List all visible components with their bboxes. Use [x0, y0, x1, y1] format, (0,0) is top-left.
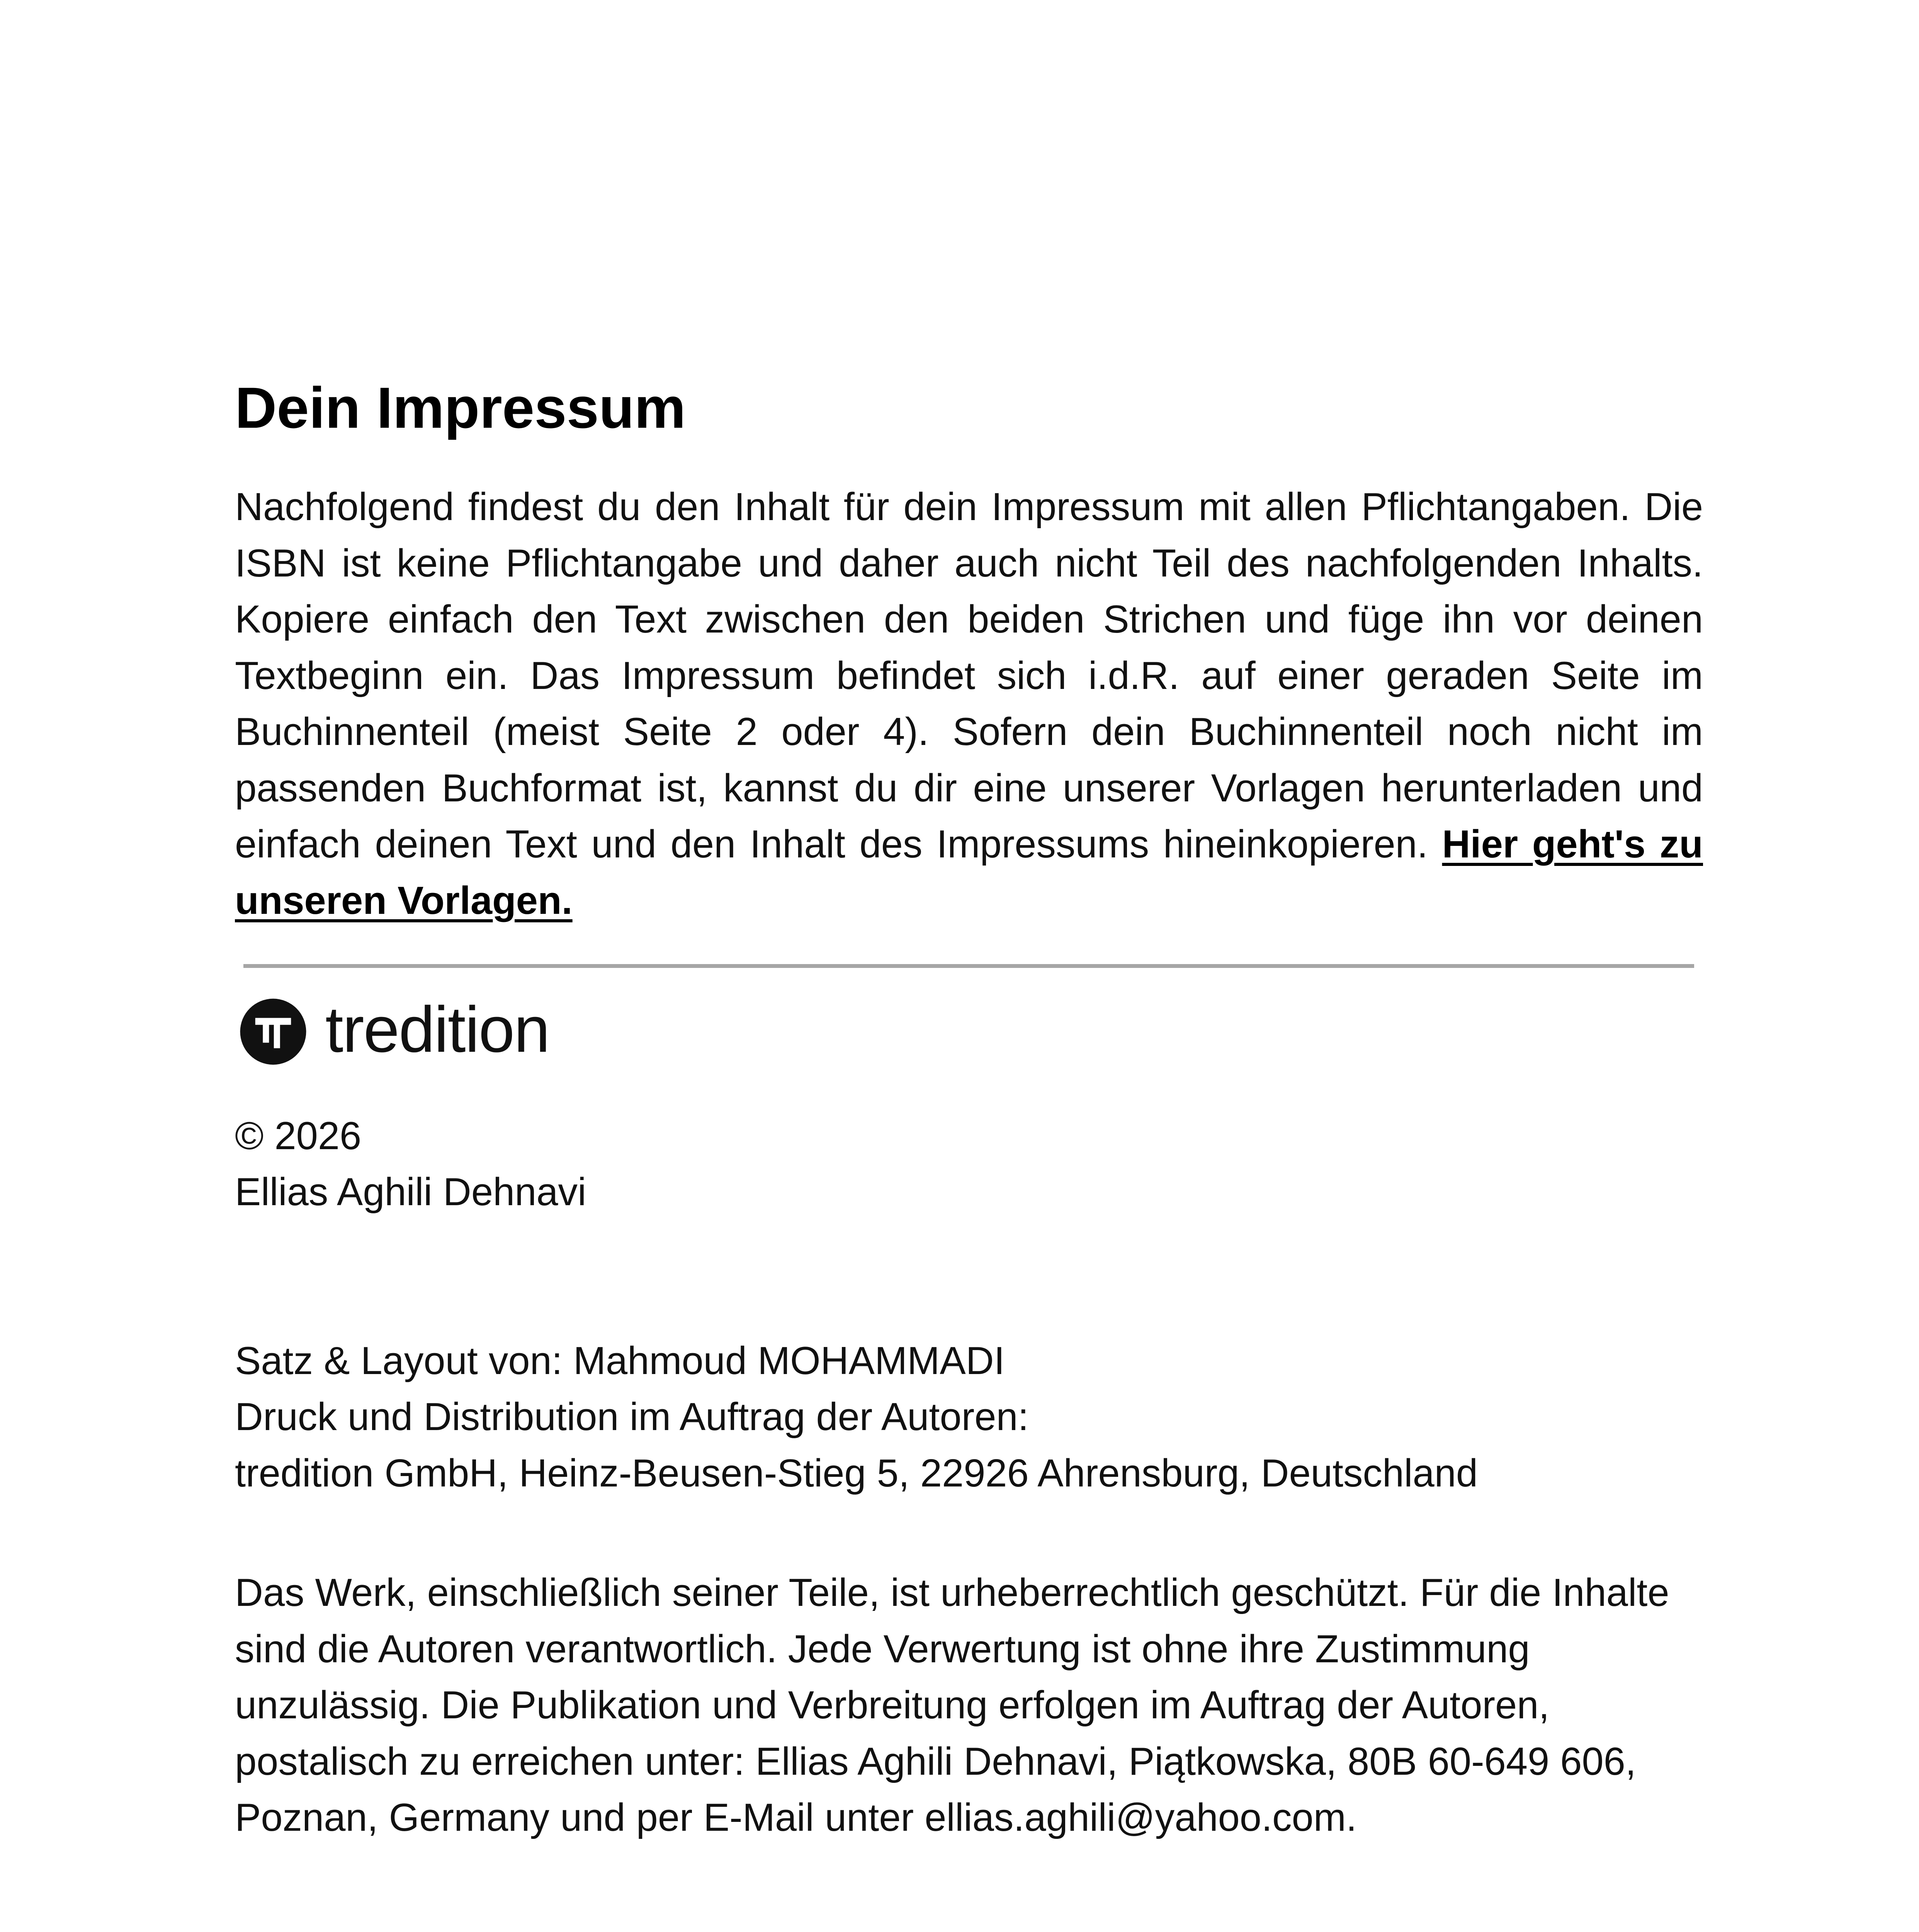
tredition-logo-icon [239, 997, 308, 1066]
legal-line: Poznan, Germany und per E-Mail unter ellias.aghili@yahoo.com. [235, 1796, 1357, 1839]
copyright-year: © 2026 [235, 1114, 362, 1158]
tredition-wordmark: tredition [325, 993, 549, 1066]
intro-text: Nachfolgend findest du den Inhalt für dein Impressum mit allen Pflichtangaben. Die ISBN ist keine Pflichtangabe und daher auch nicht Teil des nachfolgenden Inhalts. Kopiere einfach den Text zwischen den beiden Strichen und füge ihn vor deinen Textbeginn ein. Das Impressum befindet sich i.d.R. auf einer geraden Seite im Buchinnenteil (meist Seite 2 oder 4). Sofern dein Buchinnenteil noch nicht im passenden Buchformat ist, kannst du dir eine unserer Vorlagen herunterladen und einfach deinen Text und den Inhalt des Impressums hineinkopieren. [235, 485, 1703, 866]
intro-paragraph [235, 479, 1703, 929]
legal-line: Das Werk, einschließlich seiner Teile, ist urheberrechtlich geschützt. Für die Inhalte [235, 1571, 1669, 1614]
distribution-note: Druck und Distribution im Auftrag der Autoren: [235, 1395, 1029, 1439]
layout-credit: Satz & Layout von: Mahmoud MOHAMMADI [235, 1339, 1005, 1383]
legal-line: sind die Autoren verantwortlich. Jede Verwertung ist ohne ihre Zustimmung [235, 1627, 1530, 1671]
page-title: Dein Impressum [235, 375, 686, 440]
publisher-address: tredition GmbH, Heinz-Beusen-Stieg 5, 22926 Ahrensburg, Deutschland [235, 1452, 1478, 1495]
legal-line: postalisch zu erreichen unter: Ellias Aghili Dehnavi, Piątkowska, 80B 60-649 606, [235, 1740, 1636, 1783]
author-name: Ellias Aghili Dehnavi [235, 1170, 586, 1214]
top-divider [243, 964, 1694, 968]
legal-notice [235, 1565, 1742, 1846]
templates-link[interactable]: Hier geht's zu unseren Vorlagen. [235, 823, 1703, 922]
legal-line: unzulässig. Die Publikation und Verbreitung erfolgen im Auftrag der Autoren, [235, 1684, 1550, 1727]
tredition-logo [239, 993, 549, 1066]
